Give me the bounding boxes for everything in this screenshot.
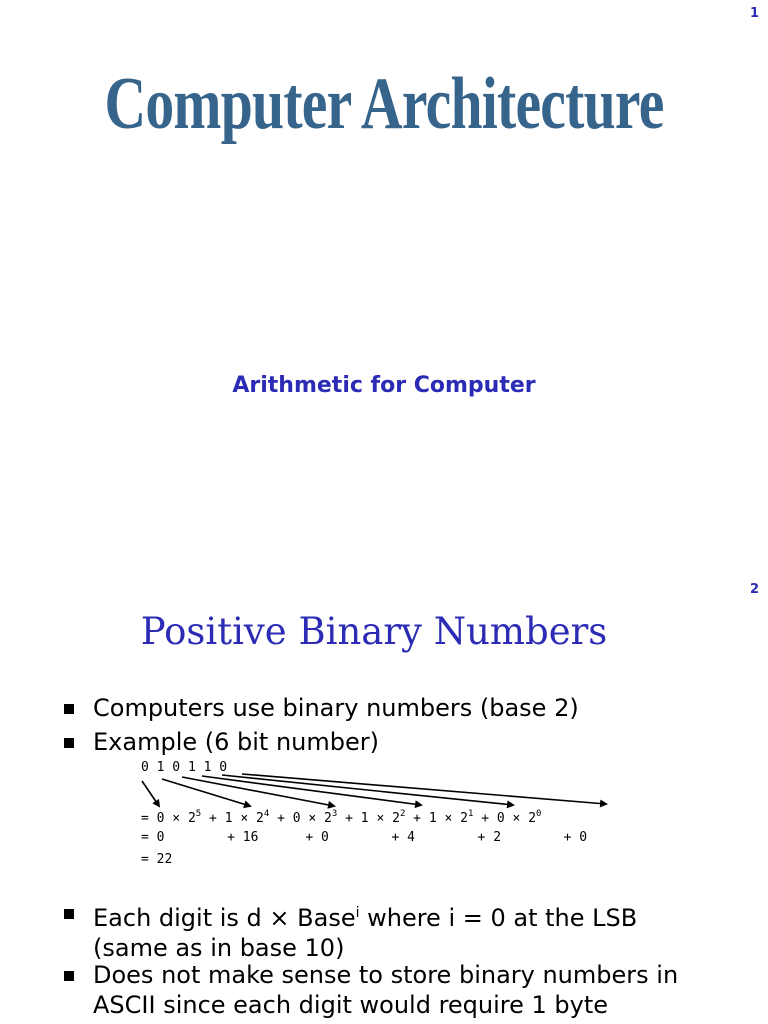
exponent: 4 — [263, 809, 270, 819]
bullet-text-part: where i = 0 at the LSB — [359, 904, 638, 932]
bullet-text — [93, 960, 678, 1020]
bullet-square-icon — [64, 909, 74, 919]
page-number-1: 1 — [750, 6, 760, 21]
values-line: = 0 + 16 + 0 + 4 + 2 + 0 — [141, 830, 588, 845]
bullet-item — [64, 898, 637, 963]
exponent: 2 — [399, 809, 406, 819]
bullet-text-line1: Does not make sense to store binary numbers in — [93, 961, 679, 989]
term: + 1 × 2 — [201, 811, 264, 826]
term: + 0 × 2 — [473, 811, 537, 826]
result-line: = 22 — [141, 852, 173, 867]
slide-title-2: Positive Binary Numbers — [140, 610, 608, 653]
exponent: 0 — [536, 809, 542, 819]
bullet-item — [64, 960, 678, 1020]
bullet-text — [93, 898, 637, 963]
exponent: 3 — [331, 809, 338, 819]
slide-title: Computer Architecture — [104, 63, 664, 145]
page-number-2: 2 — [750, 582, 760, 597]
term: + 0 × 2 — [269, 811, 332, 826]
bullet-text-line2: (same as in base 10) — [93, 934, 345, 962]
term: + 1 × 2 — [337, 811, 400, 826]
term: = 0 × 2 — [141, 811, 196, 826]
bullet-text-part: Each digit is d × Base — [93, 904, 356, 932]
superscript: i — [355, 905, 360, 921]
bullet-square-icon — [64, 971, 74, 981]
bullet-text-line2: ASCII since each digit would require 1 byte — [93, 991, 609, 1019]
term: + 1 × 2 — [405, 811, 468, 826]
bullet-text: Computers use binary numbers (base 2) — [93, 694, 579, 722]
exponent: 1 — [467, 809, 474, 819]
arrow-line — [162, 779, 250, 806]
bullet-text: Example (6 bit number) — [93, 728, 379, 756]
slide-subtitle: Arithmetic for Computer — [232, 373, 536, 398]
binary-digits: 0 1 0 1 1 0 — [141, 760, 228, 775]
exponent: 5 — [195, 809, 202, 819]
arrow-line — [142, 781, 159, 806]
arrow-line — [222, 775, 513, 805]
